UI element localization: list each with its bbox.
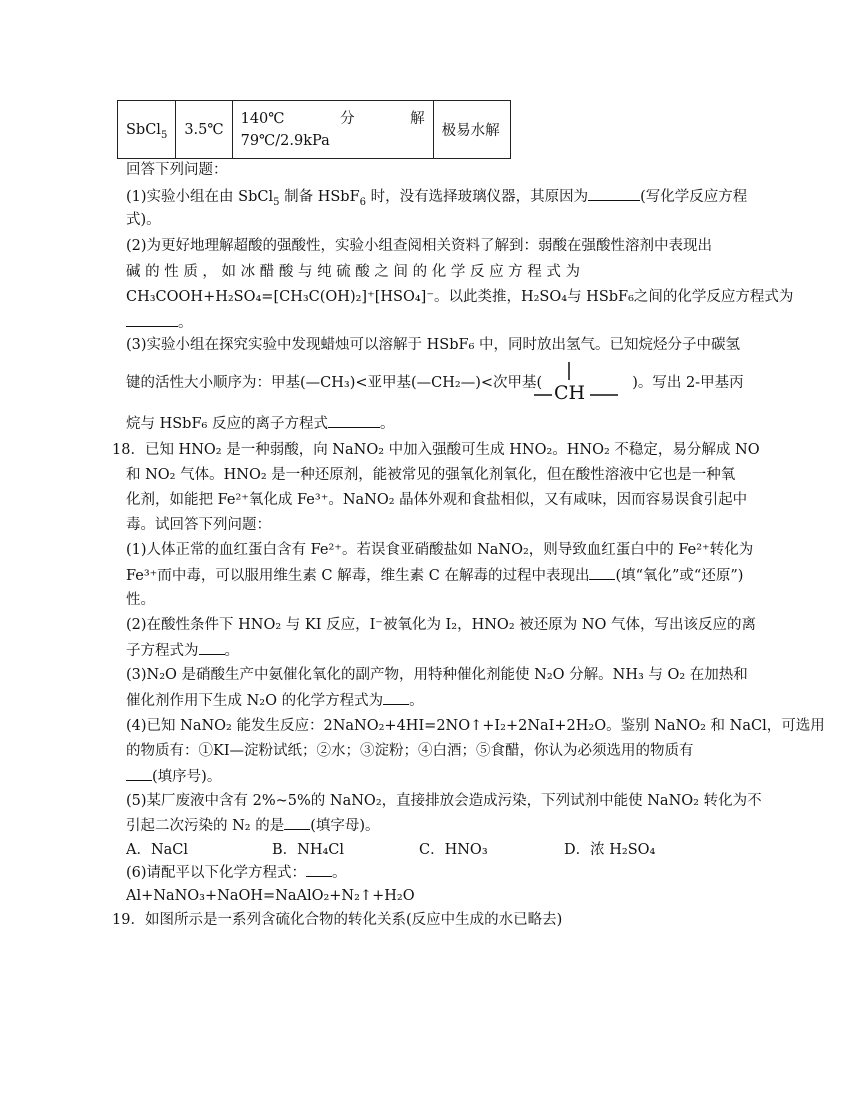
cell-boiling-point: 140℃ 分 解 79℃/2.9kPa	[232, 101, 433, 159]
option-d: D．浓 H₂SO₄	[564, 842, 656, 858]
q18-part1-line1: (1)人体正常的血红蛋白含有 Fe²⁺。若误食亚硝酸盐如 NaNO₂，则导致血红蛋白中的 Fe²⁺转化为	[126, 542, 754, 558]
q18-part4-line2: 的物质有：①KI—淀粉试纸；②水；③淀粉；④白酒；⑤食醋，你认为必须选用的物质有	[126, 743, 694, 759]
option-a: A．NaCl	[126, 842, 189, 858]
q18-part2-line2: 子方程式为 。	[126, 640, 736, 661]
q17-part2-line4: 。	[126, 312, 736, 333]
cell-property: 极易水解	[433, 101, 510, 159]
q17-part1-line2: 式)。	[126, 212, 161, 228]
q18-part1-line3: 性。	[126, 592, 155, 608]
methine-ch-label: CH	[554, 382, 586, 404]
q18-part4-line1: (4)已知 NaNO₂ 能发生反应：2NaNO₂+4HI=2NO↑+I₂+2NaI+2H₂O。鉴别 NaNO₂ 和 NaCl，可选用	[126, 718, 825, 734]
table-row	[118, 101, 511, 159]
answer-blank	[126, 312, 178, 327]
q17-part2-line1: (2)为更好地理解超酸的强酸性，实验小组查阅相关资料了解到：弱酸在强酸性溶剂中表现出	[126, 238, 713, 254]
q17-part1-line1: (1)实验小组在由 SbCl$_5$ 制备 HSbF$_6$ 时，没有选择玻璃仪器，其原因为 (写化学反应方程	[126, 186, 736, 207]
q18-part3-line2: 催化剂作用下生成 N₂O 的化学方程式为 。	[126, 690, 736, 711]
answer-blank	[199, 640, 225, 655]
answer-blank	[589, 565, 615, 580]
q18-stem-line4: 毒。试回答下列问题：	[126, 517, 271, 533]
q18-part6-line1: (6)请配平以下化学方程式： 。	[126, 862, 736, 883]
q19-stem: 19．如图所示是一系列含硫化合物的转化关系(反应中生成的水已略去)	[112, 912, 563, 928]
answer-blank	[126, 766, 152, 781]
q17-part3-line3: 烷与 HSbF₆ 反应的离子方程式 。	[126, 413, 736, 434]
q17-part3-line1: (3)实验小组在探究实验中发现蜡烛可以溶解于 HSbF₆ 中，同时放出氢气。已知烷烃分子中碳氢	[126, 337, 740, 353]
answer-blank	[383, 690, 409, 705]
methine-structure	[532, 360, 622, 408]
q18-part3-line1: (3)N₂O 是硝酸生产中氨催化氧化的副产物，用特种催化剂能使 N₂O 分解。NH₃ 与 O₂ 在加热和	[126, 667, 748, 683]
q18-part5-line1: (5)某厂废液中含有 2%~5%的 NaNO₂，直接排放会造成污染，下列试剂中能使 NaNO₂ 转化为不	[126, 793, 762, 809]
q18-part4-line3: (填序号)。	[126, 766, 736, 787]
answer-blank	[328, 413, 380, 428]
cell-compound: SbCl$_5$	[118, 101, 176, 159]
q17-part2-line2: 碱 的 性 质 ， 如 冰 醋 酸 与 纯 硫 酸 之 间 的 化 学 反 应 方 程 式 为	[126, 264, 581, 280]
answer-blank	[284, 815, 310, 830]
q18-part5-line2: 引起二次污染的 N₂ 的是 (填字母)。	[126, 815, 736, 836]
q18-part2-line1: (2)在酸性条件下 HNO₂ 与 KI 反应，I⁻被氧化为 I₂，HNO₂ 被还原为 NO 气体，写出该反应的离	[126, 617, 757, 633]
property-table	[117, 100, 511, 159]
intro-text: 回答下列问题：	[126, 162, 228, 178]
q18-part1-line2: Fe³⁺而中毒，可以服用维生素 C 解毒，维生素 C 在解毒的过程中表现出 (填“氧化”或“还原”)	[126, 565, 736, 586]
q18-stem-line3: 化剂，如能把 Fe²⁺氧化成 Fe³⁺。NaNO₂ 晶体外观和食盐相似，又有咸味，因而容易误食引起中	[126, 492, 748, 508]
option-c: C．HNO₃	[419, 842, 488, 858]
option-b: B．NH₄Cl	[272, 842, 345, 858]
q17-part3-line2: 键的活性大小顺序为：甲基(—CH₃)<亚甲基(—CH₂—)<次甲基( )。写出 2-甲基丙	[126, 375, 744, 391]
cell-melting-point: 3.5℃	[176, 101, 232, 159]
q18-stem-line2: 和 NO₂ 气体。HNO₂ 是一种还原剂，能被常见的强氧化剂氧化，但在酸性溶液中它也是一种氧	[126, 467, 736, 483]
q17-part2-line3: CH₃COOH+H₂SO₄=[CH₃C(OH)₂]⁺[HSO₄]⁻。以此类推，H₂SO₄与 HSbF₆之间的化学反应方程式为	[126, 289, 794, 305]
q18-stem-line1: 18．已知 HNO₂ 是一种弱酸，向 NaNO₂ 中加入强酸可生成 HNO₂。HNO₂ 不稳定，易分解成 NO	[112, 442, 760, 458]
q18-part6-equation: Al+NaNO₃+NaOH=NaAlO₂+N₂↑+H₂O	[126, 888, 415, 904]
answer-blank	[588, 186, 640, 201]
answer-blank	[306, 862, 332, 877]
